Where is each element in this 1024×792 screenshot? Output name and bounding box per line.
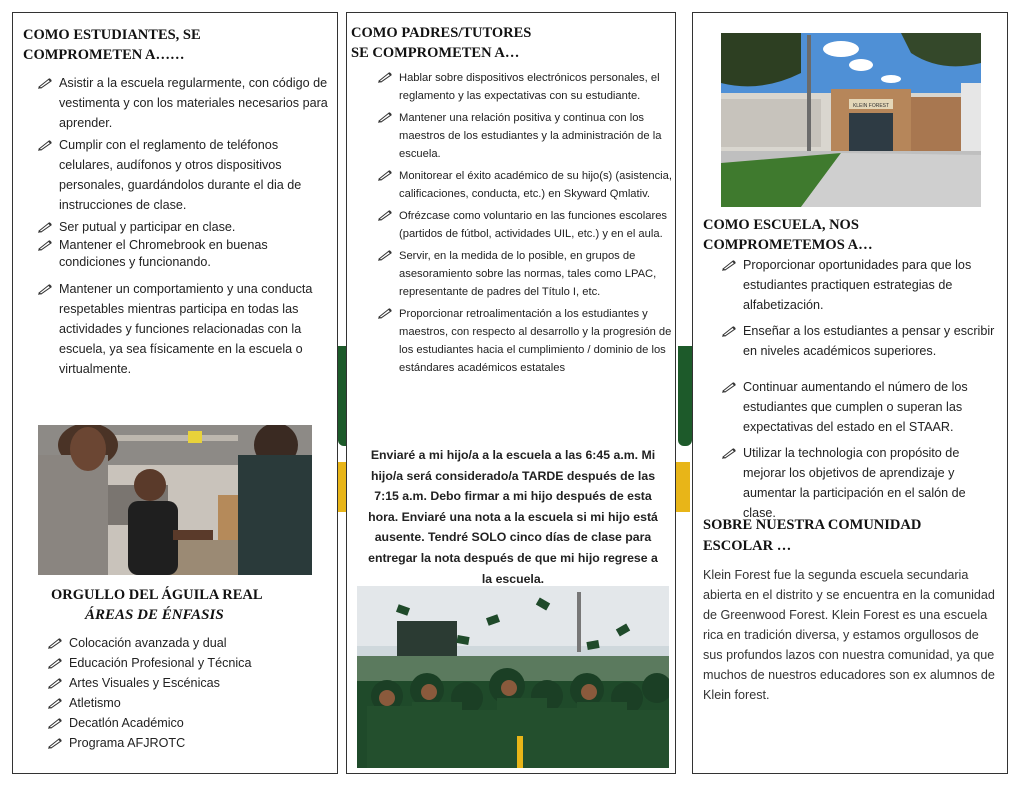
students-commitments-list: [37, 73, 333, 381]
list-item-text: Mantener una relación positiva y continua con los maestros de los estudiantes y la administración de la escuela.: [399, 112, 662, 160]
community-text: Klein Forest fue la segunda escuela secundaria abierta en el distrito y se encuentra en la comunidad de Greenwood Forest. Klein Forest es una escuela rica en tradición diversa, y estamos orgullosos de sus profundos lazos con nuestra comunidad, ya que muchos de nuestros educadores son ex alumnos de Klein forest.: [703, 568, 995, 702]
heading-line: SE COMPROMETEN A…: [351, 45, 520, 61]
pencil-icon: [37, 219, 53, 231]
list-item: [721, 321, 1001, 361]
list-item: [377, 207, 673, 243]
heading-line: ESCOLAR …: [703, 538, 792, 554]
list-item-text: Servir, en la medida de lo posible, en grupos de asesoramiento sobre las normas, tales como LPAC, representante de padres del Título I, etc.: [399, 250, 657, 298]
pride-subtitle: ÁREAS DE ÉNFASIS: [85, 607, 224, 623]
pencil-icon: [721, 379, 737, 391]
list-item: [47, 673, 327, 693]
list-item: [721, 443, 1001, 523]
pencil-icon: [47, 695, 63, 707]
list-item-text: Ofrézcase como voluntario en las funciones escolares (partidos de fútbol, actividades UIL, etc.) y en el aula.: [399, 210, 668, 240]
heading-line: COMPROMETEN A……: [23, 47, 185, 63]
list-item: [47, 693, 327, 713]
list-item: [377, 247, 673, 301]
list-item-text: Atletismo: [69, 696, 121, 710]
background-logo-fragment: [678, 346, 692, 446]
list-item-text: Mantener un comportamiento y una conducta respetables mientras participa en todas las actividades y funciones relacionadas con la escuela, ya sea físicamente en la escuela o virtualmente.: [59, 282, 313, 376]
pencil-icon: [47, 715, 63, 727]
list-item-text: Educación Profesional y Técnica: [69, 656, 252, 670]
pencil-icon: [377, 209, 393, 221]
list-item: [37, 237, 333, 271]
list-item: [47, 633, 327, 653]
community-heading: [703, 515, 921, 557]
pencil-icon: [47, 635, 63, 647]
list-item-text: Enseñar a los estudiantes a pensar y escribir en niveles académicos superiores.: [743, 324, 995, 358]
attendance-notice: Enviaré a mi hijo/a a la escuela a las 6:45 a.m. Mi hijo/a será considerado/a TARDE después de las 7:15 a.m. Debo firmar a mi hijo después de esta hora. Enviaré una nota a la escuela si mi hijo está ausente. Tendré SOLO cinco días de clase para entregar la nota después de que mi hijo regrese a la escuela.: [368, 448, 658, 586]
list-item: [377, 69, 673, 105]
pencil-icon: [721, 323, 737, 335]
list-item-text: Programa AFJROTC: [69, 736, 186, 750]
list-item-text: Colocación avanzada y dual: [69, 636, 227, 650]
list-item: [47, 733, 327, 753]
pencil-icon: [37, 75, 53, 87]
pencil-icon: [377, 169, 393, 181]
list-item: [37, 217, 333, 237]
pencil-icon: [37, 239, 53, 251]
school-panel: [692, 12, 1008, 774]
pencil-icon: [377, 249, 393, 261]
list-item: [37, 279, 333, 379]
building-sign: KLEIN FOREST: [852, 103, 890, 109]
pencil-icon: [377, 71, 393, 83]
pencil-icon: [377, 307, 393, 319]
background-logo-fragment: [676, 462, 690, 512]
list-item-text: Decatlón Académico: [69, 716, 184, 730]
students-panel: [12, 12, 338, 774]
heading-line: COMO ESTUDIANTES, SE: [23, 27, 201, 43]
list-item-text: Utilizar la technologia con propósito de mejorar los objetivos de aprendizaje y aumentar la participación en el salón de clase.: [743, 446, 966, 520]
graduation-photo-illustration: [357, 586, 669, 768]
list-item-text: Hablar sobre dispositivos electrónicos personales, el reglamento y las expectativas con su estudiante.: [399, 72, 660, 102]
list-item-text: Mantener el Chromebrook en buenas condiciones y funcionando.: [59, 238, 268, 269]
pencil-icon: [377, 111, 393, 123]
pencil-icon: [721, 257, 737, 269]
list-item: [721, 255, 1001, 315]
graduation-photo: [357, 586, 669, 768]
pencil-icon: [47, 655, 63, 667]
list-item-text: Asistir a la escuela regularmente, con código de vestimenta y con los materiales necesarios para aprender.: [59, 76, 328, 130]
school-building-illustration: [721, 33, 981, 207]
pencil-icon: [37, 281, 53, 293]
list-item: [47, 653, 327, 673]
pencil-icon: [721, 445, 737, 457]
list-item-text: Cumplir con el reglamento de teléfonos celulares, audífonos y otros dispositivos personales, guardándolos durante el dia de instrucciones de clase.: [59, 138, 302, 212]
pencil-icon: [47, 675, 63, 687]
list-item-text: Monitorear el éxito académico de su hijo(s) (asistencia, calificaciones, conducta, etc.) en Skyward Qmlativ.: [399, 170, 672, 200]
heading-line: COMPROMETEMOS A…: [703, 237, 873, 253]
list-item: [37, 73, 333, 133]
parents-panel: [346, 12, 676, 774]
pencil-icon: [47, 735, 63, 747]
heading-line: COMO ESCUELA, NOS: [703, 217, 859, 233]
list-item-text: Ser putual y participar en clase.: [59, 220, 236, 234]
list-item: [721, 377, 1001, 437]
workshop-photo: [38, 425, 312, 575]
focus-areas-list: [47, 633, 327, 753]
students-heading: [23, 25, 201, 65]
parents-commitments-list: [377, 69, 673, 381]
list-item: [377, 305, 673, 377]
pride-title: ORGULLO DEL ÁGUILA REAL: [51, 587, 263, 603]
parents-heading: [351, 23, 531, 63]
list-item-text: Proporcionar oportunidades para que los estudiantes practiquen estrategias de alfabetización.: [743, 258, 972, 312]
list-item: [47, 713, 327, 733]
list-item-text: Continuar aumentando el número de los estudiantes que cumplen o superan las expectativas del estado en el STAAR.: [743, 380, 968, 434]
school-heading: [703, 215, 873, 255]
list-item: [37, 135, 333, 215]
heading-line: COMO PADRES/TUTORES: [351, 25, 532, 41]
heading-line: SOBRE NUESTRA COMUNIDAD: [703, 517, 922, 533]
school-commitments-list: [721, 255, 1001, 529]
pencil-icon: [37, 137, 53, 149]
workshop-photo-illustration: [38, 425, 312, 575]
list-item: [377, 109, 673, 163]
list-item-text: Artes Visuales y Escénicas: [69, 676, 220, 690]
list-item-text: Proporcionar retroalimentación a los estudiantes y maestros, con respecto al desarrollo y la progresión de los estudiantes hacia el cumplimiento / dominio de los estándares académicos estatales: [399, 308, 672, 374]
school-building-photo: [721, 33, 981, 207]
list-item: [377, 167, 673, 203]
